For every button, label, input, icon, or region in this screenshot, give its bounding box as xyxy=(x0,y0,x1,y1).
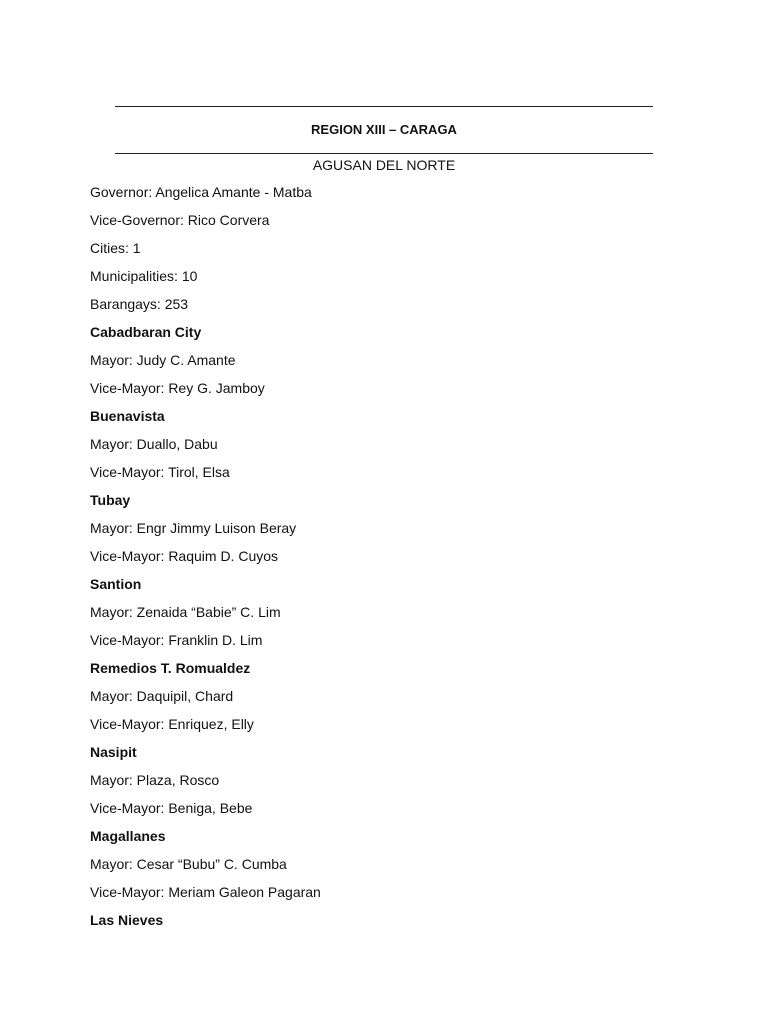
mayor-line: Mayor: Daquipil, Chard xyxy=(90,688,234,704)
content-list xyxy=(90,182,690,938)
vice-mayor-line: Vice-Mayor: Enriquez, Elly xyxy=(90,716,254,732)
municipalities-count-line: Municipalities: 10 xyxy=(90,268,198,284)
vice-mayor-line: Vice-Mayor: Meriam Galeon Pagaran xyxy=(90,884,321,900)
locality-heading: Buenavista xyxy=(90,408,165,424)
governor-line: Governor: Angelica Amante - Matba xyxy=(90,184,312,200)
locality-heading: Las Nieves xyxy=(90,912,164,928)
mayor-line: Mayor: Judy C. Amante xyxy=(90,352,236,368)
section-rule xyxy=(115,153,653,154)
locality-heading: Magallanes xyxy=(90,828,166,844)
mayor-line: Mayor: Zenaida “Babie” C. Lim xyxy=(90,604,281,620)
vice-mayor-line: Vice-Mayor: Tirol, Elsa xyxy=(90,464,230,480)
province-title: AGUSAN DEL NORTE xyxy=(312,157,456,173)
vice-mayor-line: Vice-Mayor: Franklin D. Lim xyxy=(90,632,263,648)
locality-heading: Remedios T. Romualdez xyxy=(90,660,251,676)
mayor-line: Mayor: Cesar “Bubu” C. Cumba xyxy=(90,856,287,872)
cities-count-line: Cities: 1 xyxy=(90,240,141,256)
mayor-line: Mayor: Plaza, Rosco xyxy=(90,772,220,788)
mayor-line: Mayor: Engr Jimmy Luison Beray xyxy=(90,520,297,536)
top-rule xyxy=(115,106,653,107)
region-title: REGION XIII – CARAGA xyxy=(311,122,457,137)
vice-governor-line: Vice-Governor: Rico Corvera xyxy=(90,212,270,228)
locality-heading: Tubay xyxy=(90,492,131,508)
vice-mayor-line: Vice-Mayor: Raquim D. Cuyos xyxy=(90,548,279,564)
locality-heading: Nasipit xyxy=(90,744,137,760)
mayor-line: Mayor: Duallo, Dabu xyxy=(90,436,218,452)
barangays-count-line: Barangays: 253 xyxy=(90,296,189,312)
vice-mayor-line: Vice-Mayor: Beniga, Bebe xyxy=(90,800,253,816)
vice-mayor-line: Vice-Mayor: Rey G. Jamboy xyxy=(90,380,265,396)
locality-heading: Cabadbaran City xyxy=(90,324,202,340)
locality-heading: Santion xyxy=(90,576,142,592)
